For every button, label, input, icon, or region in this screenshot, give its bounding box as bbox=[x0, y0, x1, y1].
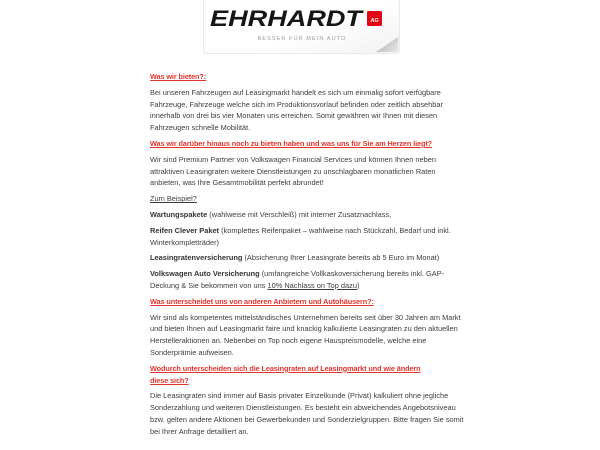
item-vw-auto-versicherung bbox=[150, 268, 464, 292]
heading-was-wir-bieten: Was wir bieten?: bbox=[150, 72, 207, 81]
item-leasingrate-title: Leasingratenversicherung bbox=[150, 253, 243, 263]
heading-leasingraten-unterschied bbox=[150, 363, 464, 387]
logo-tagline: BESSER FÜR MEIN AUTO bbox=[257, 36, 347, 42]
item-reifen-title: Reifen Clever Paket bbox=[150, 225, 220, 235]
paragraph-leasingraten-basis: Die Leasingraten sind immer auf Basis privater Einzelkunde (Privat) kalkuliert ohne jegliche Sonderzahlung und weiteren Dienstleistungen. Es besteht ein abweichendes Angebotsniveau bzw. gelten andere Aktionen bei Gewerbekunden und Sonderzielgruppen. Bitte fragen Sie somit bei Ihrer Anfrage detailliert an. bbox=[150, 391, 464, 436]
paragraph-premium-partner: Wir sind Premium Partner von Volkswagen Financial Services und können Ihnen neben attraktiven Leasingraten weitere Dienstleistungen zu unschlagbaren monatlichen Raten anbieten, was Ihre Gesamtmobilität perfekt abrundet! bbox=[150, 154, 436, 188]
paragraph-unternehmen: Wir sind als kompetentes mittelständisches Unternehmen bereits seit über 30 Jahren am Markt und bieten Ihnen auf Leasingmarkt faire und knackig kalkulierte Leasingraten zu den aktuellen Herstelleraktionen an. Nebenbei on Top noch eigene Hauspreismodelle, welche eine Sonderprämie aufweisen. bbox=[150, 312, 461, 357]
item-reifen-clever-paket bbox=[150, 225, 464, 249]
ehrhardt-logo-card bbox=[203, 0, 400, 54]
item-reifen-desc: (komplettes Reifenpaket – wahlweise nach Stückzahl, Bedarf und inkl. Winterkompletträder) bbox=[150, 225, 451, 247]
item-wartungspakete-title: Wartungspakete bbox=[150, 209, 208, 219]
logo-ag-text: AG bbox=[370, 18, 379, 24]
item-vw-nachlass-highlight: 10% Nachlass on Top dazu bbox=[267, 280, 357, 290]
item-vw-close-paren: ) bbox=[356, 280, 360, 290]
paragraph-angebot: Bei unseren Fahrzeugen auf Leasingmarkt handelt es sich um einmalig sofort verfügbare Fahrzeuge, Fahrzeuge welche sich im Produktionsvorlauf befinden oder zeitlich absehbar innerhalb von drei bis vier Monaten uns erreichen. Somit gewähren wir Ihnen mit diesen Fahrzeugen schnelle Mobilität. bbox=[150, 87, 443, 133]
ehrhardt-logo bbox=[204, 0, 399, 52]
item-vw-title: Volkswagen Auto Versicherung bbox=[150, 269, 260, 279]
heading-leasingraten-line1: Wodurch unterscheiden sich die Leasingraten auf Leasingmarkt und wie ändern bbox=[150, 363, 421, 373]
item-wartungspakete-desc: (wahlweise mit Verschleiß) mit interner Zusatznachlass, bbox=[207, 209, 392, 219]
heading-leasingraten-line2: diese sich? bbox=[150, 375, 189, 385]
document-body bbox=[150, 71, 464, 442]
label-zum-beispiel: Zum Beispiel? bbox=[150, 194, 197, 204]
item-leasingrate-desc: (Absicherung Ihrer Leasingrate bereits ab 5 Euro im Monat) bbox=[242, 253, 440, 263]
item-wartungspakete bbox=[150, 209, 464, 221]
item-leasingratenversicherung bbox=[150, 252, 464, 264]
heading-unterschied-anbieter: Was unterscheidet uns von anderen Anbietern und Autohäusern?: bbox=[150, 296, 374, 306]
heading-darueber-hinaus: Was wir darüber hinaus noch zu bieten haben und was uns für Sie am Herzen liegt? bbox=[150, 138, 433, 148]
item-vw-desc: (umfangreiche Vollkaskoversicherung bereits inkl. GAP-Deckung & Sie bekommen von uns bbox=[150, 269, 445, 290]
logo-wordmark-text: EHRHARDT bbox=[210, 6, 364, 31]
